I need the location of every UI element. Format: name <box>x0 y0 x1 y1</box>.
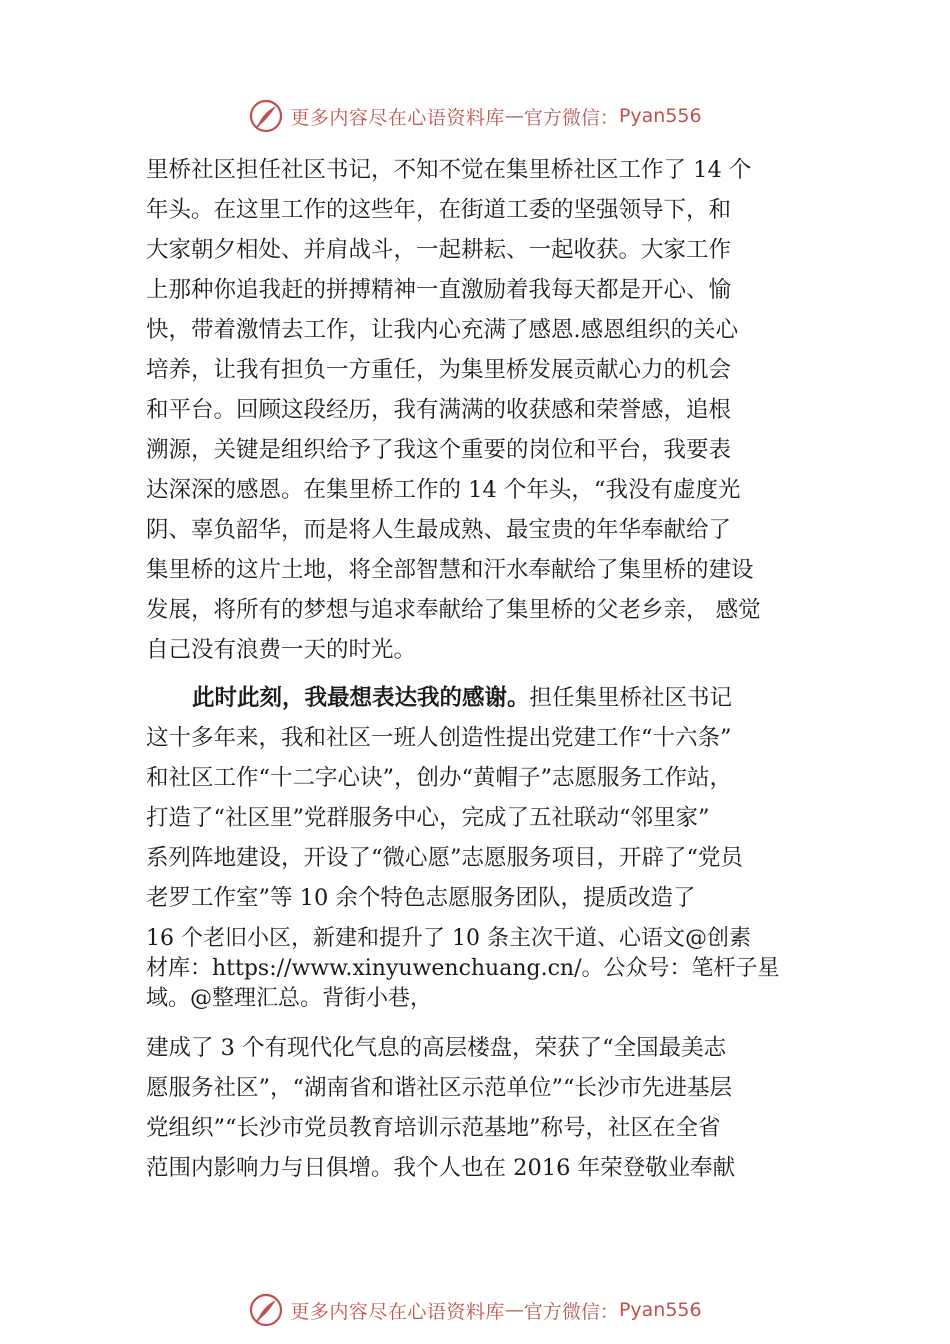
watermark-prefix: 更多内容尽在心语资料库 <box>290 106 505 129</box>
text-line: 愿服务社区”，“湖南省和谐社区示范单位”“长沙市先进基层 <box>146 1075 733 1101</box>
footer-watermark <box>0 1290 950 1330</box>
text-line: 培养，让我有担负一方重任，为集里桥发展贡献心力的机会 <box>146 357 732 383</box>
quill-logo-icon <box>248 1292 284 1328</box>
text-line: 达深深的感恩。在集里桥工作的 14 个年头，“我没有虚度光 <box>146 477 741 503</box>
header-watermark <box>0 96 950 136</box>
text-line: 系列阵地建设，开设了“微心愿”志愿服务项目，开辟了“党员 <box>146 845 744 871</box>
text-line: 快，带着激情去工作，让我内心充满了感恩.感恩组织的关心 <box>146 317 739 343</box>
quill-logo-icon <box>248 98 284 134</box>
text-line: 大家朝夕相处、并肩战斗，一起耕耘、一起收获。大家工作 <box>146 237 732 263</box>
text-line: 发展，将所有的梦想与追求奉献给了集里桥的父老乡亲， 感觉 <box>146 597 761 623</box>
text-line: 这十多年来，我和社区一班人创造性提出党建工作“十六条” <box>146 725 732 751</box>
first-line-rest: 担任集里桥社区书记 <box>529 685 733 711</box>
text-line: 建成了 3 个有现代化气息的高层楼盘，荣获了“全国最美志 <box>146 1035 727 1061</box>
text-line: 打造了“社区里”党群服务中心，完成了五社联动“邻里家” <box>146 805 710 831</box>
bold-lead-sentence: 此时此刻，我最想表达我的感谢。 <box>192 685 530 711</box>
text-line: 和社区工作“十二字心诀”，创办“黄帽子”志愿服务工作站， <box>146 765 733 791</box>
text-line: 16 个老旧小区，新建和提升了 10 条主次干道、心语文@创素 <box>146 926 751 951</box>
paragraph-1 <box>146 150 826 670</box>
watermark-prefix: 更多内容尽在心语资料库 <box>290 1300 505 1323</box>
text-line: 阴、辜负韶华，而是将人生最成熟、最宝贵的年华奉献给了 <box>146 517 732 543</box>
text-line: 里桥社区担任社区书记，不知不觉在集里桥社区工作了 14 个 <box>146 157 752 183</box>
watermark-label: 官方微信： <box>523 106 619 129</box>
watermark-wechat-id: Pyan556 <box>618 105 702 127</box>
text-line: 范围内影响力与日俱增。我个人也在 2016 年荣登敬业奉献 <box>146 1155 736 1181</box>
text-line: 自己没有浪费一天的时光。 <box>146 637 417 663</box>
text-line: 域。@整理汇总。背街小巷， <box>146 986 433 1011</box>
text-line: 上那种你追我赶的拼搏精神一直激励着我每天都是开心、愉 <box>146 277 732 303</box>
text-line: 老罗工作室”等 10 余个特色志愿服务团队，提质改造了 <box>146 885 696 911</box>
text-line: 集里桥的这片土地，将全部智慧和汗水奉献给了集里桥的建设 <box>146 557 754 583</box>
watermark-label: 官方微信： <box>523 1300 619 1323</box>
watermark-separator: — <box>504 105 524 127</box>
paragraph-2 <box>146 678 826 1188</box>
watermark-wechat-id: Pyan556 <box>618 1299 702 1321</box>
text-line: 溯源，关键是组织给予了我这个重要的岗位和平台，我要表 <box>146 437 732 463</box>
watermark-separator: — <box>504 1299 524 1321</box>
text-line: 材库：https://www.xinyuwenchuang.cn/。公众号：笔杆子星 <box>146 956 780 981</box>
text-line: 党组织”“长沙市党员教育培训示范基地”称号，社区在全省 <box>146 1115 721 1141</box>
paragraph-first-line <box>146 678 826 718</box>
text-line: 年头。在这里工作的这些年，在街道工委的坚强领导下，和 <box>146 197 732 223</box>
document-body <box>146 150 826 1188</box>
text-line: 和平台。回顾这段经历，我有满满的收获感和荣誉感，追根 <box>146 397 732 423</box>
